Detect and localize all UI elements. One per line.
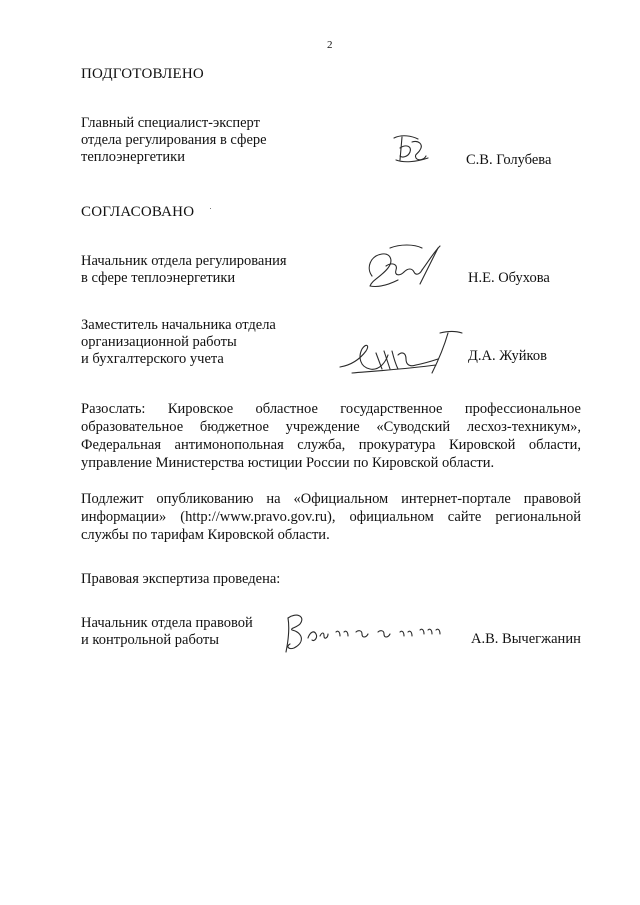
scan-speck	[210, 208, 211, 209]
page-number: 2	[327, 39, 333, 51]
distribution-paragraph: Разослать: Кировское областное государственное профессиональное образовательное бюджетное учреждение «Суводский лесхоз-техникум», Федеральная антимонопольная служба, прокуратура Кировской области, управление Министерства юстиции России по Кировской области.	[81, 401, 581, 471]
prepared-heading: ПОДГОТОВЛЕНО	[81, 66, 204, 82]
position-line: Начальник отдела регулирования	[81, 253, 287, 269]
agreed-heading: СОГЛАСОВАНО	[81, 204, 195, 220]
signature-golubeva	[388, 130, 438, 170]
signer-1-position	[81, 253, 287, 287]
position-line: и контрольной работы	[81, 632, 219, 648]
legal-review-position	[81, 615, 253, 649]
position-line: в сфере теплоэнергетики	[81, 270, 236, 286]
signer-1-name: Н.Е. Обухова	[468, 270, 550, 286]
position-line: отдела регулирования в сфере	[81, 132, 267, 148]
position-line: Заместитель начальника отдела	[81, 317, 276, 333]
position-line: организационной работы	[81, 334, 237, 350]
position-line: Начальник отдела правовой	[81, 615, 253, 631]
position-line: Главный специалист-эксперт	[81, 115, 260, 131]
signature-obukhova	[360, 238, 450, 298]
position-line: и бухгалтерского учета	[81, 351, 224, 367]
prepared-position	[81, 115, 267, 166]
signature-vychegzhanin	[278, 602, 468, 657]
publication-paragraph: Подлежит опубликованию на «Официальном интернет-портале правовой информации» (http://www.pravo.gov.ru), официальном сайте региональной службы по тарифам Кировской области.	[81, 491, 581, 543]
legal-review-text: Правовая экспертиза проведена:	[81, 571, 281, 587]
prepared-name: С.В. Голубева	[466, 152, 552, 168]
signature-zhuykov	[336, 325, 466, 380]
position-line: теплоэнергетики	[81, 149, 185, 165]
signer-2-position	[81, 317, 276, 368]
signer-2-name: Д.А. Жуйков	[468, 348, 547, 364]
legal-review-name: А.В. Вычегжанин	[471, 631, 581, 647]
